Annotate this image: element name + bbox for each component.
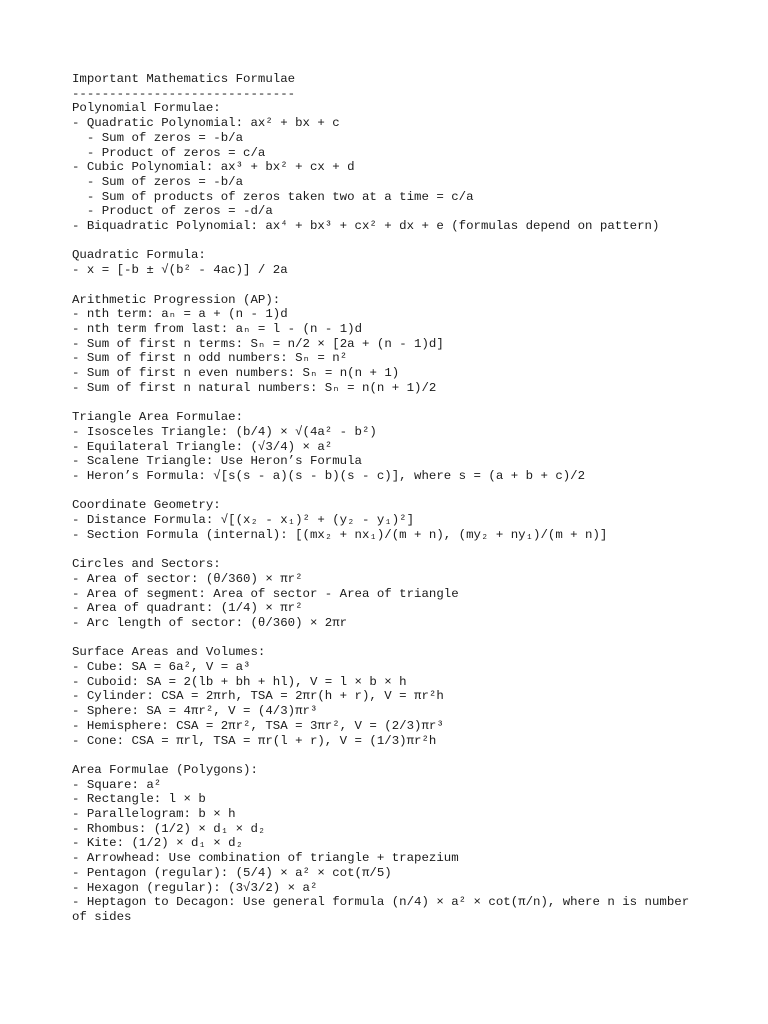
text-line: - Isosceles Triangle: (b/4) × √(4a² - b²) bbox=[72, 424, 377, 439]
text-line: - Sum of first n natural numbers: Sₙ = n(n + 1)/2 bbox=[72, 380, 437, 395]
text-line: - Hemisphere: CSA = 2πr², TSA = 3πr², V = (2/3)πr³ bbox=[72, 718, 444, 733]
text-line: - Hexagon (regular): (3√3/2) × a² bbox=[72, 880, 318, 895]
text-line: - Rhombus: (1/2) × d₁ × d₂ bbox=[72, 821, 266, 836]
text-line: Arithmetic Progression (AP): bbox=[72, 292, 281, 307]
text-line: - Product of zeros = -d/a bbox=[72, 204, 273, 219]
text-line: - Sum of products of zeros taken two at a time = c/a bbox=[72, 189, 474, 204]
blank-line bbox=[72, 631, 712, 646]
blank-line bbox=[72, 234, 712, 249]
text-line: - Scalene Triangle: Use Heron’s Formula bbox=[72, 454, 362, 469]
text-line: ------------------------------ bbox=[72, 86, 296, 101]
text-line: - Area of quadrant: (1/4) × πr² bbox=[72, 601, 303, 616]
text-line: - Sum of first n terms: Sₙ = n/2 × [2a + (n - 1)d] bbox=[72, 336, 444, 351]
text-line: - Cylinder: CSA = 2πrh, TSA = 2πr(h + r), V = πr²h bbox=[72, 689, 444, 704]
text-line: Surface Areas and Volumes: bbox=[72, 645, 266, 660]
text-line: - Heptagon to Decagon: Use general formula (n/4) × a² × cot(π/n), where n is number bbox=[72, 895, 690, 910]
text-line: - Sum of first n even numbers: Sₙ = n(n + 1) bbox=[72, 366, 400, 381]
text-line: - Rectangle: l × b bbox=[72, 792, 206, 807]
text-line: - Cone: CSA = πrl, TSA = πr(l + r), V = (1/3)πr²h bbox=[72, 733, 437, 748]
text-line: - Cube: SA = 6a², V = a³ bbox=[72, 660, 251, 675]
text-line: - x = [-b ± √(b² - 4ac)] / 2a bbox=[72, 263, 288, 278]
text-line: Important Mathematics Formulae bbox=[72, 72, 296, 86]
text-line: Coordinate Geometry: bbox=[72, 498, 221, 513]
text-line: Quadratic Formula: bbox=[72, 248, 206, 263]
text-line: Circles and Sectors: bbox=[72, 557, 221, 572]
text-line: - Section Formula (internal): [(mx₂ + nx₁)/(m + n), (my₂ + ny₁)/(m + n)] bbox=[72, 527, 608, 542]
blank-line bbox=[72, 748, 712, 763]
text-line: of sides bbox=[72, 909, 132, 924]
text-line: - Biquadratic Polynomial: ax⁴ + bx³ + cx² + dx + e (formulas depend on pattern) bbox=[72, 219, 660, 234]
text-line: - Product of zeros = c/a bbox=[72, 145, 266, 160]
text-line: - Arrowhead: Use combination of triangle + trapezium bbox=[72, 851, 459, 866]
text-line: - Arc length of sector: (θ/360) × 2πr bbox=[72, 615, 348, 630]
text-line: - nth term: aₙ = a + (n - 1)d bbox=[72, 307, 288, 322]
text-line: - Sum of first n odd numbers: Sₙ = n² bbox=[72, 351, 348, 366]
text-line: - Sum of zeros = -b/a bbox=[72, 130, 244, 145]
text-line: - Sphere: SA = 4πr², V = (4/3)πr³ bbox=[72, 704, 318, 719]
text-line: Polynomial Formulae: bbox=[72, 101, 221, 116]
blank-line bbox=[72, 542, 712, 557]
text-line: Area Formulae (Polygons): bbox=[72, 762, 258, 777]
text-line: - Heron’s Formula: √[s(s - a)(s - b)(s - c)], where s = (a + b + c)/2 bbox=[72, 468, 586, 483]
blank-line bbox=[72, 395, 712, 410]
text-line: Triangle Area Formulae: bbox=[72, 410, 244, 425]
text-line: - Quadratic Polynomial: ax² + bx + c bbox=[72, 116, 340, 131]
text-line: - Cubic Polynomial: ax³ + bx² + cx + d bbox=[72, 160, 355, 175]
text-line: - Kite: (1/2) × d₁ × d₂ bbox=[72, 836, 244, 851]
text-line: - Parallelogram: b × h bbox=[72, 807, 236, 822]
blank-line bbox=[72, 484, 712, 499]
text-line: - Pentagon (regular): (5/4) × a² × cot(π/5) bbox=[72, 865, 392, 880]
text-line: - Cuboid: SA = 2(lb + bh + hl), V = l × b × h bbox=[72, 674, 407, 689]
blank-line bbox=[72, 278, 712, 293]
text-line: - Sum of zeros = -b/a bbox=[72, 174, 244, 189]
text-line: - Distance Formula: √[(x₂ - x₁)² + (y₂ - y₁)²] bbox=[72, 513, 415, 528]
text-line: - Area of sector: (θ/360) × πr² bbox=[72, 571, 303, 586]
text-line: - Equilateral Triangle: (√3/4) × a² bbox=[72, 439, 333, 454]
text-line: - Square: a² bbox=[72, 777, 162, 792]
text-line: - nth term from last: aₙ = l - (n - 1)d bbox=[72, 321, 363, 336]
document-body bbox=[72, 72, 712, 925]
text-line: - Area of segment: Area of sector - Area of triangle bbox=[72, 586, 459, 601]
